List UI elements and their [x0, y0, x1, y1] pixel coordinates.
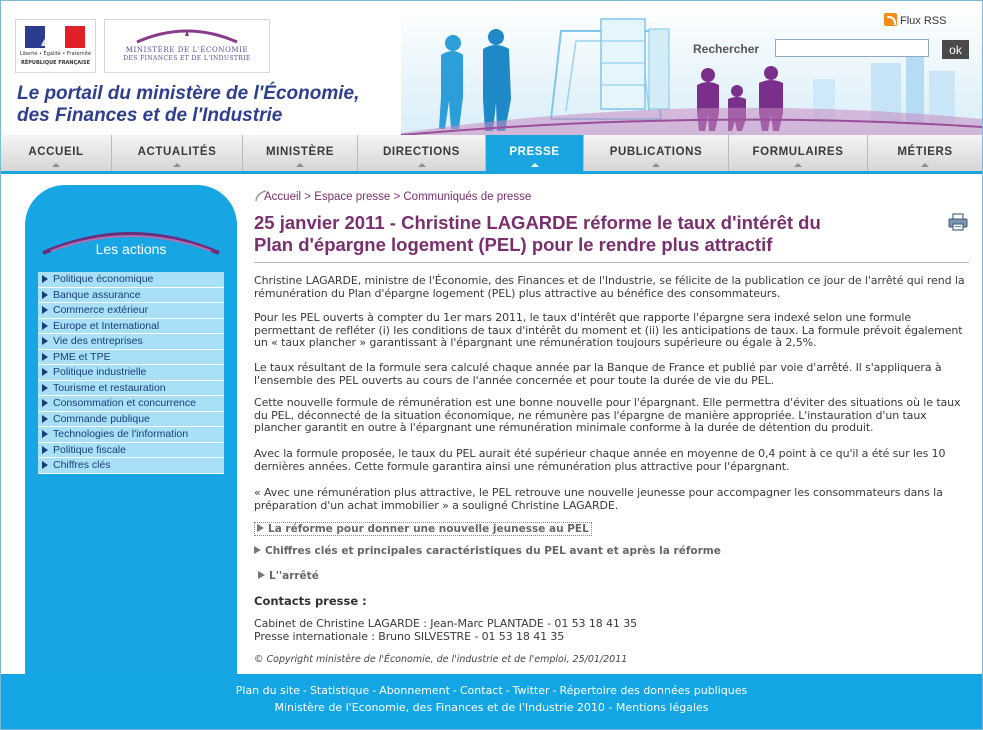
footer-separator: - [505, 684, 510, 697]
link-arrete[interactable] [258, 570, 319, 582]
footer-separator: - [372, 684, 377, 697]
nav-actualites[interactable]: ACTUALITÉS [112, 135, 243, 171]
article-title [254, 212, 924, 256]
nav-publications[interactable]: PUBLICATIONS [584, 135, 729, 171]
nav-directions[interactable]: DIRECTIONS [358, 135, 486, 171]
breadcrumb-separator: > [301, 191, 315, 203]
sidebar-item-consommation-concurrence[interactable]: Consommation et concurrence [38, 396, 224, 412]
sidebar-item-technologies-information[interactable]: Technologies de l'information [38, 427, 224, 443]
link-arrow-icon [254, 546, 261, 554]
contacts-heading: Contacts presse : [254, 594, 367, 608]
sidebar-item-politique-fiscale[interactable]: Politique fiscale [38, 443, 224, 459]
breadcrumb-current[interactable]: Communiqués de presse [403, 191, 532, 203]
link-chiffres-cles-pel-label: Chiffres clés et principales caractéristiques du PEL avant et après la réforme [265, 545, 721, 557]
footer-separator: - [604, 701, 616, 714]
ministry-arc-icon [135, 26, 239, 44]
contact-presse-internationale: Presse internationale : Bruno SILVESTRE - 01 53 18 41 35 [254, 630, 565, 643]
nav-formulaires[interactable]: FORMULAIRES [729, 135, 868, 171]
nav-metiers[interactable]: MÉTIERS [868, 135, 982, 171]
article-paragraph-5: Avec la formule proposée, le taux du PEL aurait été supérieur chaque année en moyenne de 0,4 point à ce qu'il a été sur les 10 dernières années. Cette formule garantira ainsi une rémunération plus attractive pour l'épargnant. [254, 447, 946, 473]
nav-ministere[interactable]: MINISTÈRE [243, 135, 358, 171]
rss-label: Flux RSS [900, 15, 947, 27]
portal-title-line1: Le portail du ministère de l'Économie, [17, 83, 360, 104]
footer-separator: - [552, 684, 557, 697]
article-paragraph-2: Pour les PEL ouverts à compter du 1er mars 2011, le taux d'intérêt que rapporte l'épargne sera indexé selon une formule permettant de refléter (i) les conditions de taux d'intérêt du moment et (ii) les anticipations de taux. La formule prévoit également un « taux plancher » garantissant à l'épargnant une rémunération toujours supérieure ou égale à 2,5%. [254, 311, 963, 349]
breadcrumb-home[interactable]: Accueil [264, 191, 302, 203]
article-paragraph-1: Christine LAGARDE, ministre de l'Économie, des Finances et de l'Industrie, se félicite de la publication ce jour de l'arrêté qui rend la rémunération du Plan d'épargne logement (PEL) plus attractive au bénéfice des consommateurs. [254, 274, 965, 300]
site-header [1, 1, 982, 135]
french-flag-icon [25, 26, 85, 48]
footer-links [1, 684, 982, 697]
search-label: Rechercher [693, 42, 760, 56]
footer-link-mentions-legales[interactable]: Mentions légales [615, 701, 709, 714]
footer-link-abonnement[interactable]: Abonnement [379, 684, 450, 697]
footer-link-plan-du-site[interactable]: Plan du site [235, 684, 300, 697]
sidebar-item-europe-international[interactable]: Europe et International [38, 319, 224, 335]
sidebar-item-tourisme-restauration[interactable]: Tourisme et restauration [38, 381, 224, 397]
rf-name: RÉPUBLIQUE FRANÇAISE [20, 60, 91, 66]
search-input[interactable] [775, 39, 929, 57]
footer-ministry-line [1, 701, 982, 714]
link-reforme-pel[interactable] [254, 522, 592, 536]
article-paragraph-4: Cette nouvelle formule de rémunération est une bonne nouvelle pour l'épargnant. Elle permettra d'éviter des situations où le taux du PEL, déconnecté de la situation économique, ne rémunère pas l'épargne de manière appropriée. L'instauration d'un taux plancher garantit en outre à l'épargnant une rémunération minimale conforme à la durée de détention du produit. [254, 396, 961, 434]
republique-francaise-logo[interactable] [15, 19, 96, 73]
article-paragraph-3: Le taux résultant de la formule sera calculé chaque année par la Banque de France et publié par voie d'arrêté. Il s'appliquera à l'ensemble des PEL ouverts au cours de l'année concernée et pour toute la durée de vie du PEL. [254, 361, 942, 387]
breadcrumb-separator: > [390, 191, 404, 203]
article-paragraph-6: « Avec une rémunération plus attractive, le PEL retrouve une nouvelle jeunesse pour accompagner les consommateurs dans la préparation d'un achat immobilier » a souligné Christine LAGARDE. [254, 486, 943, 512]
sidebar-item-commerce-exterieur[interactable]: Commerce extérieur [38, 303, 224, 319]
breadcrumb-espace-presse[interactable]: Espace presse [314, 191, 391, 203]
article-title-line1: 25 janvier 2011 - Christine LAGARDE réforme le taux d'intérêt du [254, 212, 821, 233]
breadcrumb-arrow-icon [254, 189, 268, 203]
search-button[interactable]: ok [942, 40, 969, 59]
main-nav [1, 135, 982, 174]
nav-presse[interactable]: PRESSE [486, 135, 584, 171]
sidebar-title: Les actions [95, 241, 167, 257]
sidebar-item-commande-publique[interactable]: Commande publique [38, 412, 224, 428]
copyright: © Copyright ministère de l'Économie, de l'industrie et de l'emploi, 25/01/2011 [254, 654, 628, 665]
article-title-line2: Plan d'épargne logement (PEL) pour le rendre plus attractif [254, 234, 773, 255]
ministry-logo-line2: DES FINANCES ET DE L'INDUSTRIE [123, 55, 251, 62]
nav-accueil[interactable]: ACCUEIL [1, 135, 112, 171]
sidebar-list [38, 272, 224, 474]
print-icon[interactable] [948, 213, 968, 231]
ministry-logo-line1: MINISTÈRE DE L'ÉCONOMIE [125, 46, 249, 54]
breadcrumb [264, 191, 531, 203]
sidebar-item-politique-industrielle[interactable]: Politique industrielle [38, 365, 224, 381]
footer-separator: - [302, 684, 307, 697]
footer-link-statistique[interactable]: Statistique [309, 684, 370, 697]
link-arrow-icon [258, 571, 265, 579]
rss-icon [884, 13, 897, 26]
site-footer [1, 674, 982, 729]
link-arrete-label: L''arrêté [269, 570, 319, 582]
rf-motto: Liberté • Égalité • Fraternité [19, 51, 92, 57]
sidebar-item-chiffres-cles[interactable]: Chiffres clés [38, 458, 224, 474]
link-chiffres-cles-pel[interactable] [254, 545, 721, 557]
footer-ministry-text: Ministère de l'Economie, des Finances et de l'Industrie 2010 [274, 701, 605, 714]
footer-link-contact[interactable]: Contact [459, 684, 503, 697]
contact-cabinet: Cabinet de Christine LAGARDE : Jean-Marc PLANTADE - 01 53 18 41 35 [254, 617, 638, 630]
sidebar-item-pme-tpe[interactable]: PME et TPE [38, 350, 224, 366]
sidebar-actions [25, 185, 237, 675]
sidebar-item-banque-assurance[interactable]: Banque assurance [38, 288, 224, 304]
footer-separator: - [452, 684, 457, 697]
portal-title [17, 83, 397, 127]
sidebar-item-vie-entreprises[interactable]: Vie des entreprises [38, 334, 224, 350]
rss-link[interactable] [884, 13, 946, 27]
sidebar-item-politique-economique[interactable]: Politique économique [38, 272, 224, 288]
ministry-logo[interactable] [104, 19, 270, 73]
title-divider [254, 262, 969, 263]
footer-link-repertoire[interactable]: Répertoire des données publiques [559, 684, 748, 697]
footer-link-twitter[interactable]: Twitter [512, 684, 550, 697]
link-reforme-pel-label: La réforme pour donner une nouvelle jeunesse au PEL [268, 523, 589, 535]
portal-title-line2: des Finances et de l'Industrie [17, 105, 283, 126]
link-arrow-icon [257, 524, 264, 532]
